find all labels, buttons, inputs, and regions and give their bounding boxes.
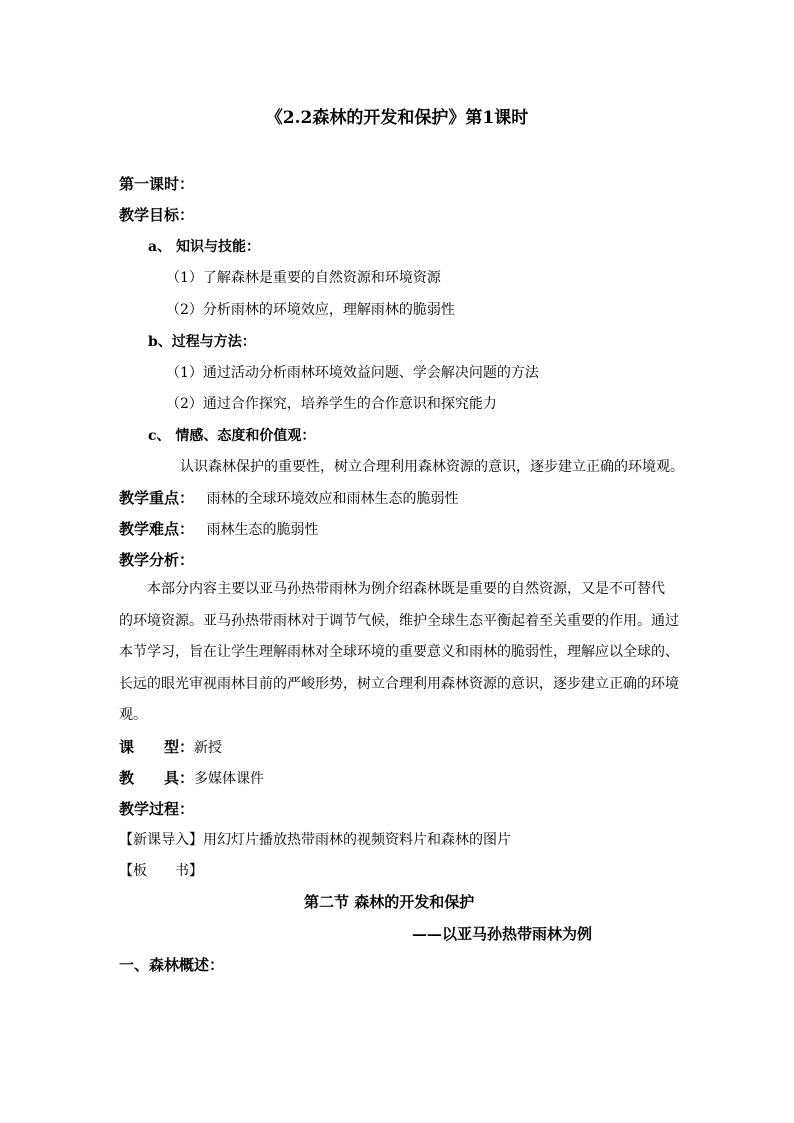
lesson-type-row xyxy=(119,737,222,758)
analysis-paragraph xyxy=(119,574,679,732)
objective-b-label: b、过程与方法： xyxy=(148,334,256,350)
tools-row xyxy=(119,768,264,789)
section-1-heading: 一、森林概述： xyxy=(119,956,225,974)
intro-row xyxy=(119,830,511,850)
lesson-type-label: 课 型： xyxy=(119,738,195,756)
difficulty-label: 教学难点： xyxy=(119,520,195,538)
objective-c-label: c、 情感、态度和价值观： xyxy=(148,428,316,444)
key-point-label: 教学重点： xyxy=(119,489,195,507)
tools-label: 教 具： xyxy=(119,769,195,787)
objective-b-item-2: （2）通过合作探究，培养学生的合作意识和探究能力 xyxy=(166,396,497,412)
intro-text: 用幻灯片播放热带雨林的视频资料片和森林的图片 xyxy=(203,832,511,848)
objective-a-label: a、 知识与技能： xyxy=(148,239,260,255)
difficulty-row xyxy=(119,519,318,540)
difficulty-text: 雨林生态的脆弱性 xyxy=(206,522,319,538)
objective-b-item-1: （1）通过活动分析雨林环境效益问题、学会解决问题的方法 xyxy=(166,365,539,381)
document-title: 《2.2森林的开发和保护》第1课时 xyxy=(265,108,529,128)
board-label: 【板 书】 xyxy=(119,863,203,879)
objectives-label: 教学目标： xyxy=(119,206,195,224)
key-point-row xyxy=(119,488,458,509)
analysis-line: 本部分内容主要以亚马孙热带雨林为例介绍森林既是重要的自然资源，又是不可替代 xyxy=(147,581,665,597)
objective-a-item-1: （1）了解森林是重要的自然资源和环境资源 xyxy=(166,270,441,286)
process-label: 教学过程： xyxy=(119,800,195,818)
key-point-text: 雨林的全球环境效应和雨林生态的脆弱性 xyxy=(206,491,459,507)
analysis-line: 的环境资源。亚马孙热带雨林对于调节气候，维护全球生态平衡起着至关重要的作用。通过 xyxy=(119,612,679,629)
analysis-line: 长远的眼光审视雨林目前的严峻形势，树立合理利用森林资源的意识，逐步建立正确的环境 xyxy=(119,675,679,692)
lesson-label: 第一课时： xyxy=(119,175,195,193)
board-title: 第二节 森林的开发和保护 xyxy=(304,893,475,911)
intro-label: 【新课导入】 xyxy=(119,832,203,848)
tools-text: 多媒体课件 xyxy=(194,771,265,787)
analysis-line: 本节学习，旨在让学生理解雨林对全球环境的重要意义和雨林的脆弱性，理解应以全球的、 xyxy=(119,644,679,660)
board-subtitle: ——以亚马孙热带雨林为例 xyxy=(412,925,593,943)
analysis-label: 教学分析： xyxy=(119,551,195,569)
lesson-type-text: 新授 xyxy=(194,740,223,756)
objective-a-item-2: （2）分析雨林的环境效应，理解雨林的脆弱性 xyxy=(166,302,455,318)
objective-c-text: 认识森林保护的重要性，树立合理利用森林资源的意识，逐步建立正确的环境观。 xyxy=(180,459,684,475)
analysis-line: 观。 xyxy=(119,707,147,723)
